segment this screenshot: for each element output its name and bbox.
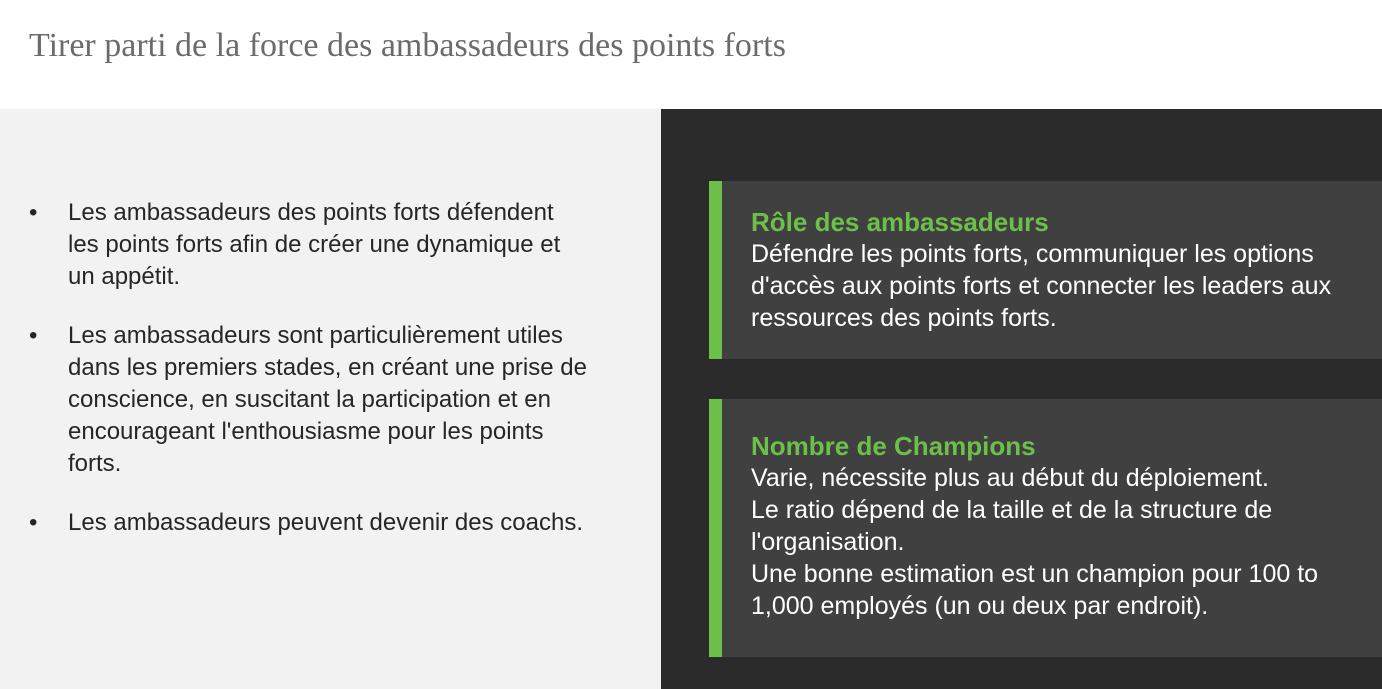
bullet-dot-icon: • [29, 509, 38, 536]
slide-title: Tirer parti de la force des ambassadeurs des points forts [29, 27, 786, 64]
bullet-text: Les ambassadeurs peuvent devenir des coachs. [68, 509, 583, 536]
card-body [751, 238, 1371, 334]
bullet-text: Les ambassadeurs des points forts défendent les points forts afin de créer une dynamique et un appétit. [68, 199, 561, 290]
bullet-item [29, 507, 589, 539]
left-panel [0, 109, 661, 689]
right-panel [661, 109, 1382, 689]
card-title: Rôle des ambassadeurs [751, 207, 1049, 237]
card-line: Une bonne estimation est un champion pour 100 to 1,000 employés (un ou deux par endroit). [751, 560, 1319, 620]
bullet-dot-icon: • [29, 199, 38, 226]
bullet-list [29, 197, 589, 566]
card-line: Le ratio dépend de la taille et de la structure de l'organisation. [751, 496, 1273, 556]
card-line: Défendre les points forts, communiquer les options d'accès aux points forts et connecter les leaders aux ressources des points forts. [751, 240, 1332, 332]
bullet-text: Les ambassadeurs sont particulièrement utiles dans les premiers stades, en créant une prise de conscience, en suscitant la participation et en encourageant l'enthousiasme pour les points forts. [68, 322, 587, 477]
card-body [751, 462, 1371, 622]
champions-card [709, 399, 1382, 657]
bullet-item [29, 320, 589, 480]
bullet-dot-icon: • [29, 322, 38, 349]
card-line: Varie, nécessite plus au début du déploiement. [751, 464, 1269, 492]
role-card [709, 181, 1382, 359]
card-title: Nombre de Champions [751, 431, 1036, 461]
bullet-item [29, 197, 589, 293]
